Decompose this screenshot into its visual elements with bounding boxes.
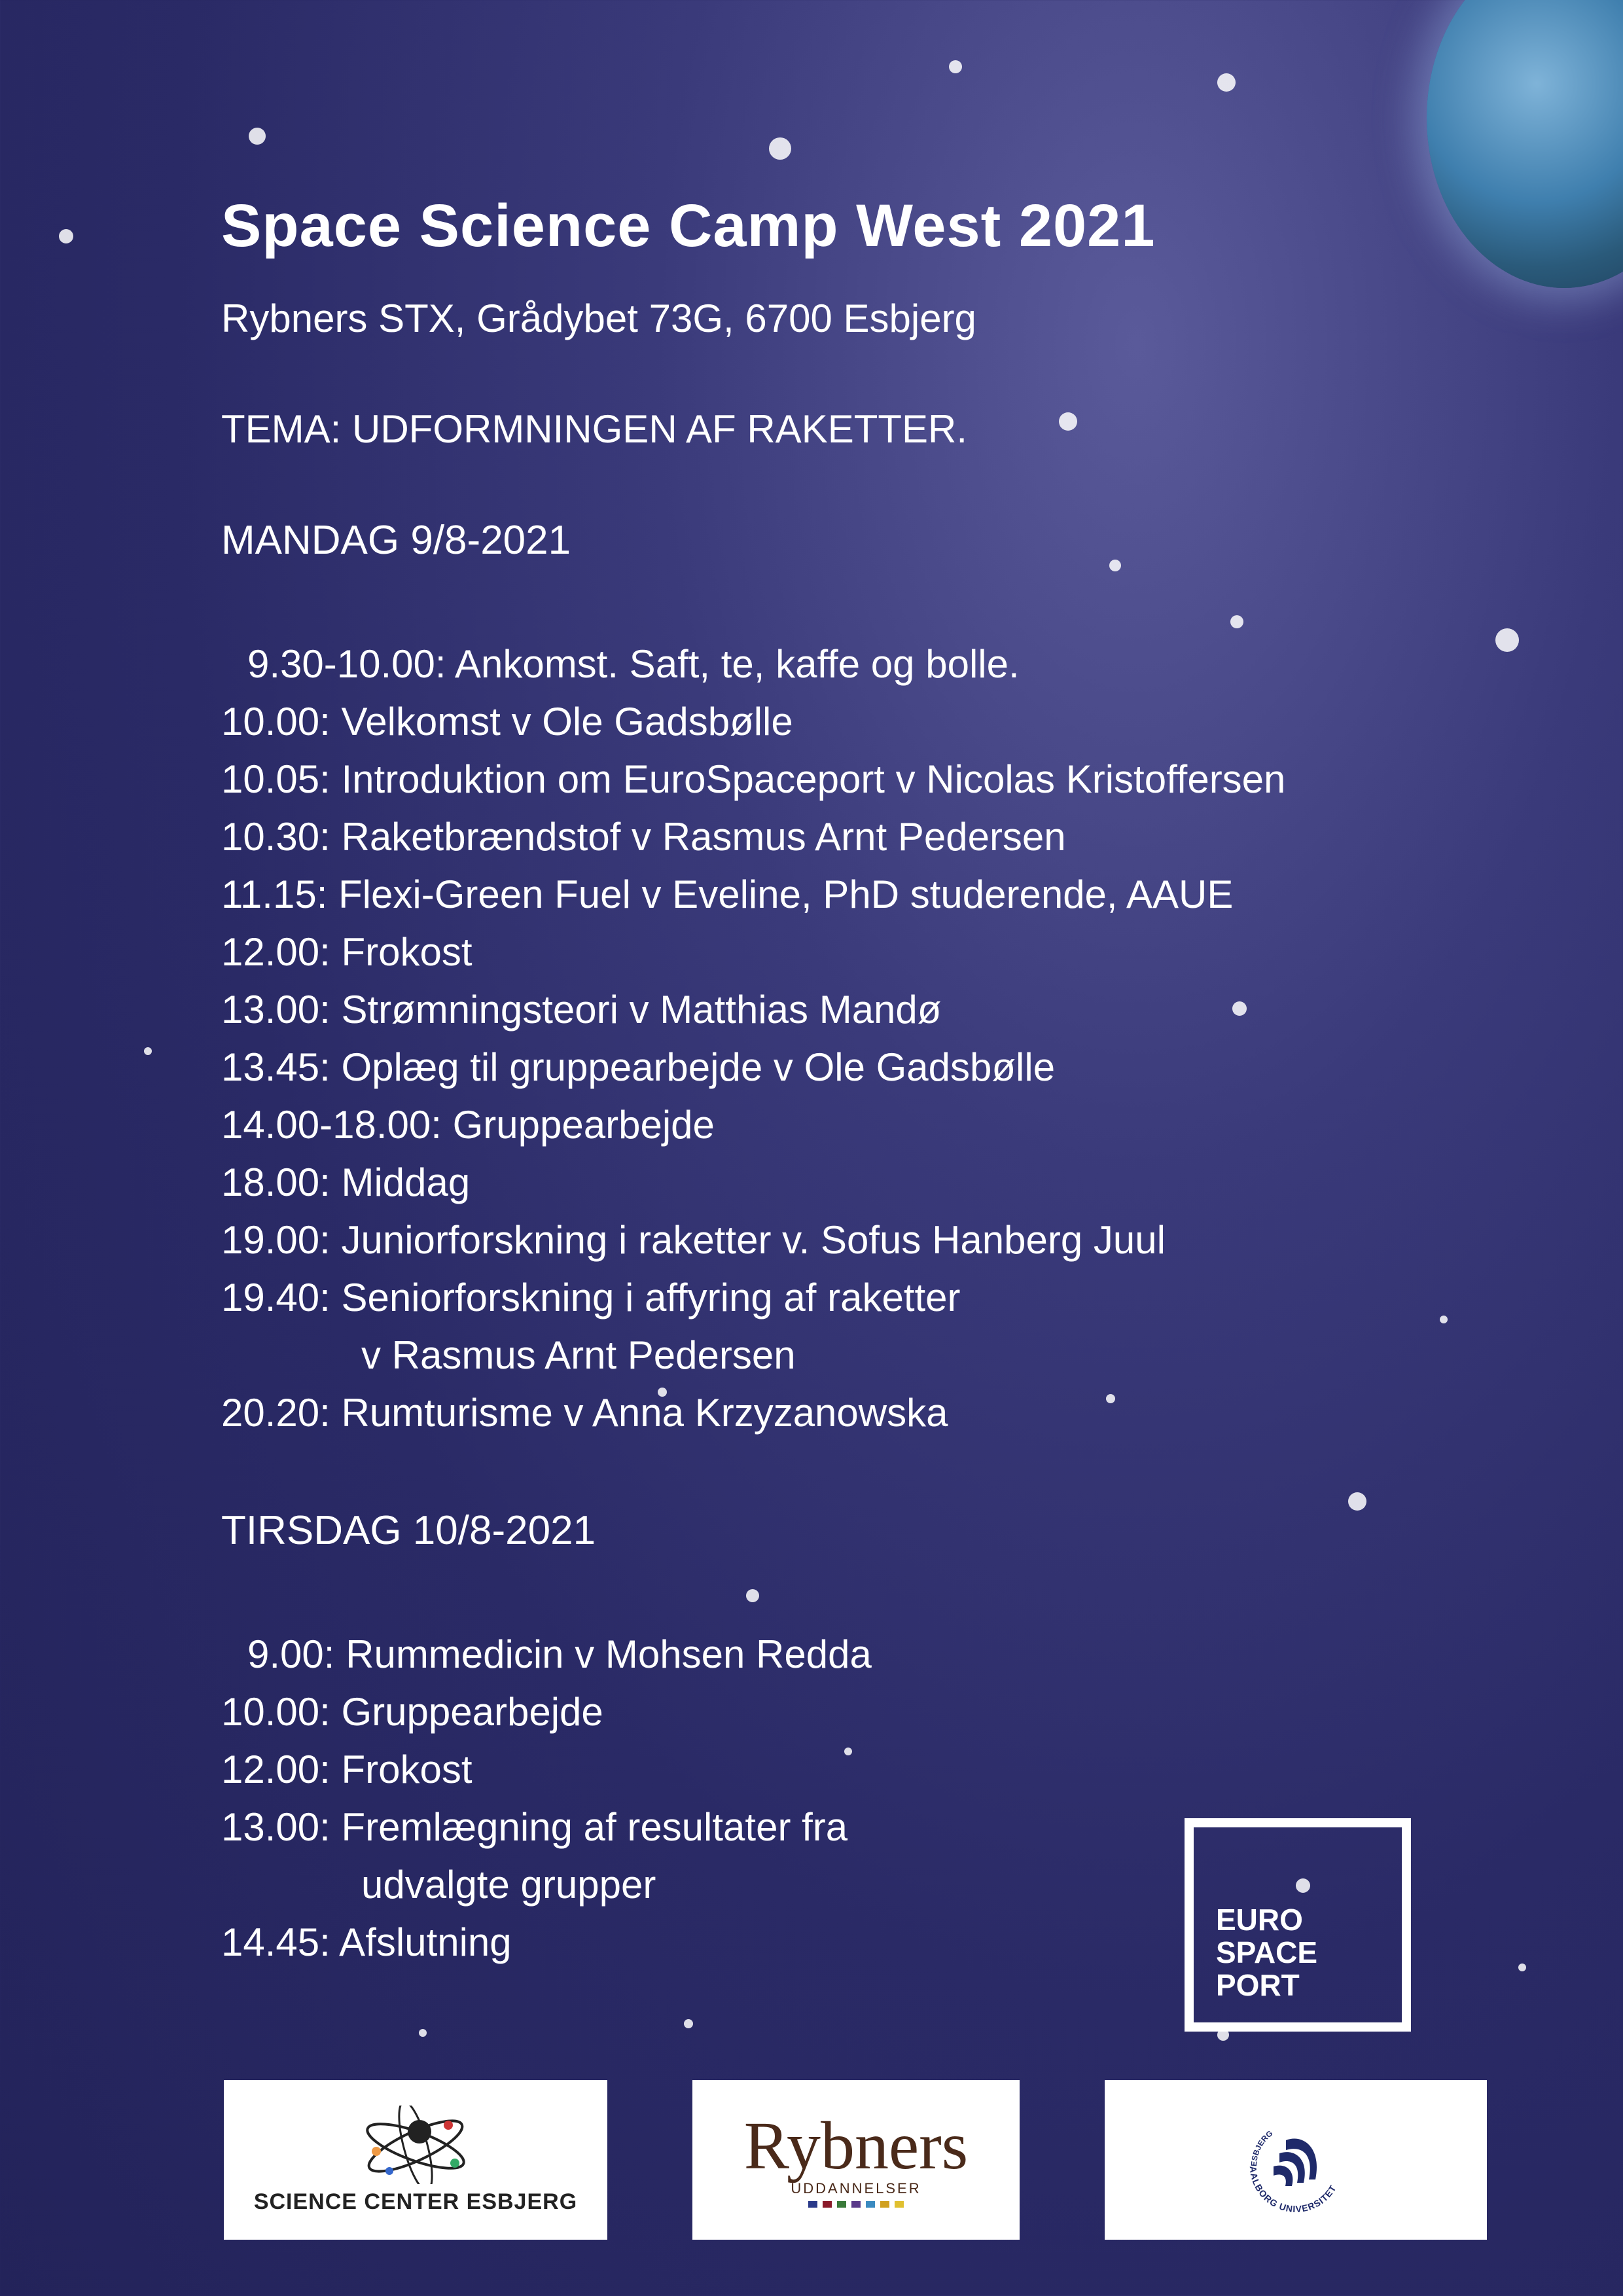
rybners-subtitle: UDDANNELSER <box>791 2180 921 2197</box>
schedule-item: 10.00: Velkomst v Ole Gadsbølle <box>221 700 793 744</box>
schedule-item: 10.00: Gruppearbejde <box>221 1690 603 1734</box>
aalborg-university-logo <box>1105 2080 1487 2240</box>
science-center-esbjerg-logo <box>224 2080 607 2240</box>
aau-top-label: ESBJERG <box>1249 2128 1275 2167</box>
schedule-item: 9.00: Rummedicin v Mohsen Redda <box>247 1632 872 1677</box>
rybners-logo <box>692 2080 1020 2240</box>
schedule-item: 11.15: Flexi-Green Fuel v Eveline, PhD studerende, AAUE <box>221 872 1234 917</box>
event-theme: TEMA: UDFORMNINGEN AF RAKETTER. <box>221 407 968 452</box>
schedule-item: 18.00: Middag <box>221 1160 471 1205</box>
eurospaceport-logo <box>1185 1818 1411 2032</box>
schedule-item: 14.00-18.00: Gruppearbejde <box>221 1103 715 1147</box>
event-address: Rybners STX, Grådybet 73G, 6700 Esbjerg <box>221 296 976 341</box>
day-heading-tuesday: TIRSDAG 10/8-2021 <box>221 1508 596 1554</box>
schedule-item: 10.05: Introduktion om EuroSpaceport v Nicolas Kristoffersen <box>221 757 1286 802</box>
schedule-item: 19.00: Juniorforskning i raketter v. Sofus Hanberg Juul <box>221 1218 1166 1263</box>
page-title: Space Science Camp West 2021 <box>221 192 1156 259</box>
event-program <box>221 190 1465 1971</box>
aau-bottom-label: AALBORG UNIVERSITET <box>1247 2165 1338 2215</box>
schedule-monday <box>221 636 1465 1442</box>
schedule-item: 12.00: Frokost <box>221 1748 473 1792</box>
schedule-item: 13.00: Strømningsteori v Matthias Mandø <box>221 988 942 1032</box>
schedule-item-continuation: udvalgte grupper <box>361 1863 656 1907</box>
atom-icon <box>357 2106 474 2184</box>
rybners-color-bar <box>808 2201 904 2208</box>
schedule-item: 13.00: Fremlægning af resultater fra <box>221 1805 848 1850</box>
schedule-item: 9.30-10.00: Ankomst. Saft, te, kaffe og bolle. <box>247 642 1020 687</box>
aau-seal-icon <box>1217 2094 1374 2225</box>
science-center-label: SCIENCE CENTER ESBJERG <box>253 2189 578 2214</box>
rybners-wordmark: Rybners <box>743 2108 969 2183</box>
schedule-item: 12.00: Frokost <box>221 930 473 975</box>
schedule-item: 10.30: Raketbrændstof v Rasmus Arnt Pedersen <box>221 815 1066 859</box>
logo-text-line: SPACE <box>1216 1935 1318 1969</box>
schedule-item: 14.45: Afslutning <box>221 1920 512 1965</box>
schedule-item: 19.40: Seniorforskning i affyring af raketter <box>221 1276 961 1320</box>
schedule-item: 13.45: Oplæg til gruppearbejde v Ole Gadsbølle <box>221 1045 1056 1090</box>
day-heading-monday: MANDAG 9/8-2021 <box>221 518 571 564</box>
schedule-item-continuation: v Rasmus Arnt Pedersen <box>361 1333 796 1378</box>
logo-text-line: EURO <box>1216 1903 1303 1937</box>
schedule-item: 20.20: Rumturisme v Anna Krzyzanowska <box>221 1391 948 1435</box>
logo-text-line: PORT <box>1216 1968 1300 2002</box>
